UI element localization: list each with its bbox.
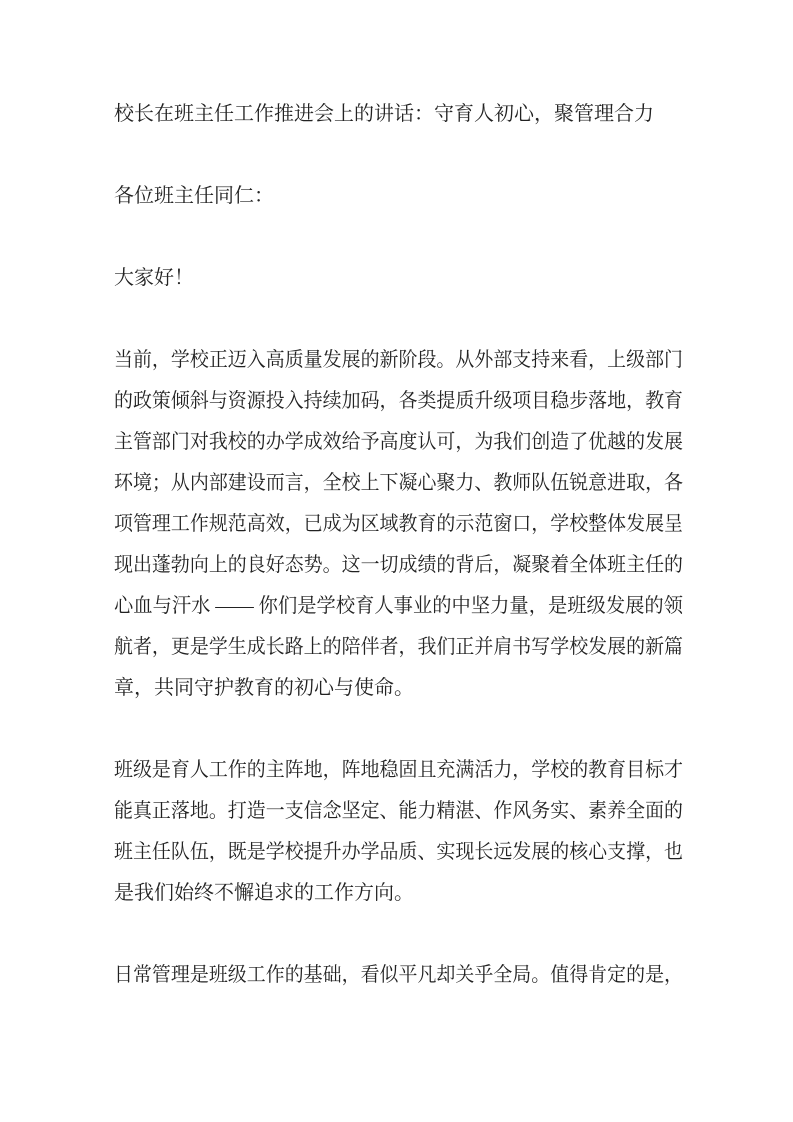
text-line: 环境；从内部建设而言，全校上下凝心聚力、教师队伍锐意进取，各 [114, 472, 683, 494]
text-line: 的政策倾斜与资源投入持续加码，各类提质升级项目稳步落地，教育 [114, 390, 683, 412]
text-line: 当前，学校正迈入高质量发展的新阶段。从外部支持来看，上级部门 [114, 349, 683, 371]
text-line: 班主任队伍，既是学校提升办学品质、实现长远发展的核心支撑，也 [114, 841, 683, 863]
text-column [114, 94, 683, 996]
text-line: 项管理工作规范高效，已成为区域教育的示范窗口，学校整体发展呈 [114, 513, 683, 535]
text-line: 现出蓬勃向上的良好态势。这一切成绩的背后，凝聚着全体班主任的 [114, 554, 683, 576]
document-body [114, 340, 683, 996]
document-title: 校长在班主任工作推进会上的讲话：守育人初心，聚管理合力 [114, 103, 654, 125]
text-line: 航者，更是学生成长路上的陪伴者，我们正并肩书写学校发展的新篇 [114, 636, 683, 658]
text-line: 班级是育人工作的主阵地，阵地稳固且充满活力，学校的教育目标才 [114, 759, 683, 781]
text-line: 主管部门对我校的办学成效给予高度认可，为我们创造了优越的发展 [114, 431, 683, 453]
salutation: 各位班主任同仁： [114, 185, 274, 207]
paragraph [114, 955, 683, 996]
text-line: 能真正落地。打造一支信念坚定、能力精湛、作风务实、素养全面的 [114, 800, 683, 822]
paragraph [114, 750, 683, 914]
text-line: 心血与汗水 —— 你们是学校育人事业的中坚力量，是班级发展的领 [114, 595, 683, 617]
text-line: 章，共同守护教育的初心与使命。 [114, 677, 414, 699]
text-line: 日常管理是班级工作的基础，看似平凡却关乎全局。值得肯定的是， [114, 964, 683, 986]
text-line: 是我们始终不懈追求的工作方向。 [114, 882, 414, 904]
paragraph [114, 340, 683, 709]
greeting: 大家好！ [114, 267, 194, 289]
